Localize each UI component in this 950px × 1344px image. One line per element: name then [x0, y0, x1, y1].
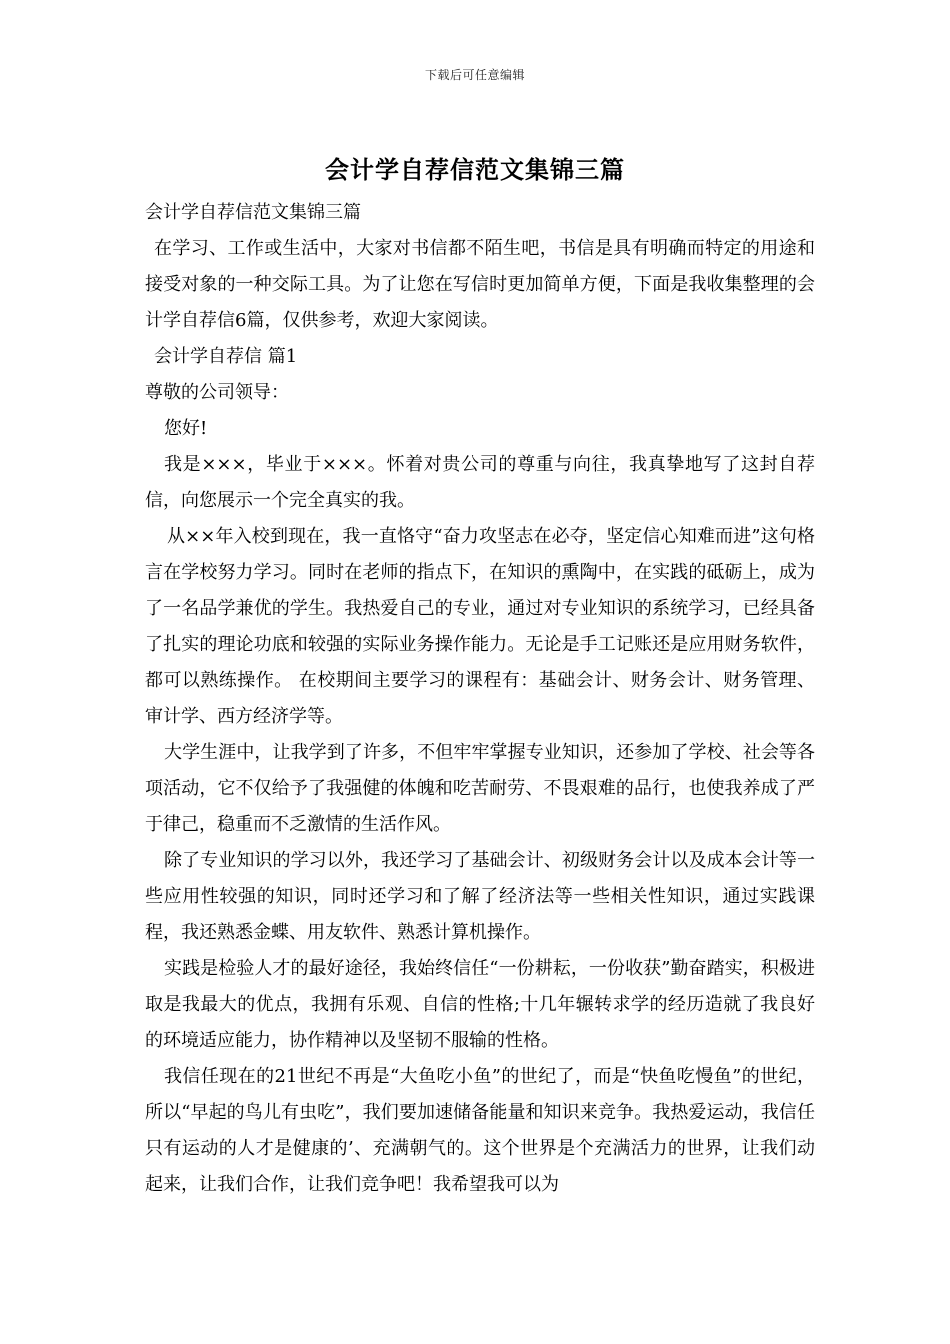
- salutation: 尊敬的公司领导：: [145, 382, 289, 403]
- body-paragraph: 实践是检验人才的最好途径，我始终信任“一份耕耘，一份收获”勤奋踏实，积极进取是我最大的优点，我拥有乐观、自信的性格;十几年辗转求学的经历造就了我良好的环境适应能力，协作精神以及坚韧不服输的性格。: [145, 958, 815, 1051]
- body-paragraph: 除了专业知识的学习以外，我还学习了基础会计、初级财务会计以及成本会计等一些应用性较强的知识，同时还学习和了解了经济法等一些相关性知识，通过实践课程，我还熟悉金蝶、用友软件、熟悉计算机操作。: [145, 850, 815, 943]
- subtitle-paragraph: 会计学自荐信范文集锦三篇: [145, 202, 361, 223]
- intro-paragraph: 在学习、工作或生活中，大家对书信都不陌生吧，书信是具有明确而特定的用途和接受对象的一种交际工具。为了让您在写信时更加简单方便，下面是我收集整理的会计学自荐信6篇，仅供参考，欢迎大家阅读。: [145, 238, 815, 331]
- body-paragraph: 我信任现在的21世纪不再是“大鱼吃小鱼”的世纪了，而是“快鱼吃慢鱼”的世纪，所以“早起的鸟儿有虫吃”，我们要加速储备能量和知识来竞争。我热爱运动，我信任只有运动的人才是健康的’、充满朝气的。这个世界是个充满活力的世界，让我们动起来，让我们合作，让我们竞争吧！我希望我可以为: [145, 1066, 815, 1195]
- document-title: 会计学自荐信范文集锦三篇: [325, 155, 625, 184]
- section-heading: 会计学自荐信 篇1: [154, 346, 298, 367]
- document-body: [145, 195, 815, 1203]
- header-note: 下载后可任意编辑: [424, 68, 525, 82]
- body-paragraph: 我是×××，毕业于×××。怀着对贵公司的尊重与向往，我真挚地写了这封自荐信，向您展示一个完全真实的我。: [145, 454, 815, 511]
- greeting: 您好!: [164, 418, 208, 439]
- body-paragraph: 从××年入校到现在，我一直恪守“奋力攻坚志在必夺，坚定信心知难而进”这句格言在学校努力学习。同时在老师的指点下，在知识的熏陶中，在实践的砥砺上，成为了一名品学兼优的学生。我热爱自己的专业，通过对专业知识的系统学习，已经具备了扎实的理论功底和较强的实际业务操作能力。无论是手工记账还是应用财务软件，都可以熟练操作。 在校期间主要学习的课程有：基础会计、财务会计、财务管理、审计学、西方经济学等。: [145, 526, 815, 727]
- body-paragraph: 大学生涯中，让我学到了许多，不但牢牢掌握专业知识，还参加了学校、社会等各项活动，它不仅给予了我强健的体魄和吃苦耐劳、不畏艰难的品行，也使我养成了严于律己，稳重而不乏激情的生活作风。: [145, 742, 815, 835]
